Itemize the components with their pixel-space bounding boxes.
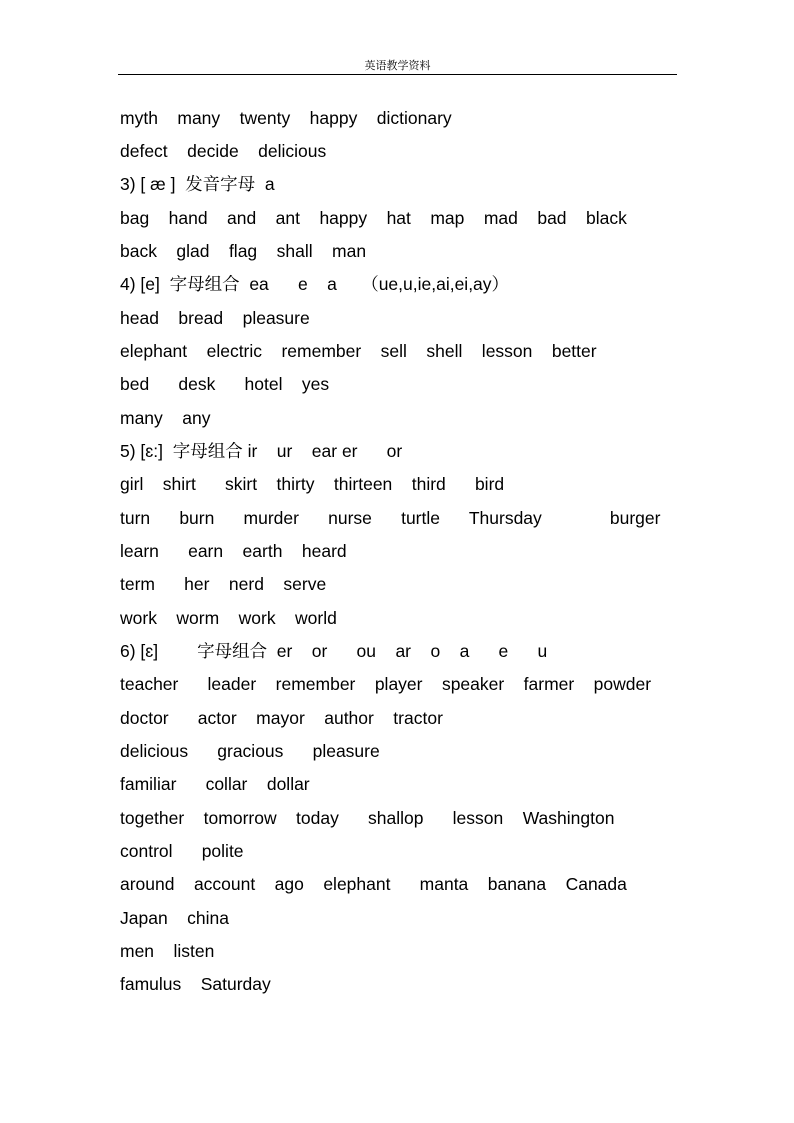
section-heading-er-short: 6) [ɛ] 字母组合 er or ou ar o a e u <box>120 641 548 661</box>
text-line: head bread pleasure <box>120 308 310 328</box>
text-line: many any <box>120 408 211 428</box>
text-line: work worm work world <box>120 608 337 628</box>
text-line: elephant electric remember sell shell lesson better <box>120 341 597 361</box>
header-title: 英语教学资料 <box>364 59 431 72</box>
section-heading-e: 4) [e] 字母组合 ea e a （ue,u,ie,ai,ei,ay） <box>120 274 510 294</box>
text-line: defect decide delicious <box>120 141 327 161</box>
text-line: familiar collar dollar <box>120 774 310 794</box>
text-line: doctor actor mayor author tractor <box>120 708 443 728</box>
text-line: bed desk hotel yes <box>120 374 330 394</box>
section-heading-ae: 3) [ æ ] 发音字母 a <box>120 174 275 194</box>
text-line: turn burn murder nurse turtle Thursday burger <box>120 508 661 528</box>
text-line: girl shirt skirt thirty thirteen third bird <box>120 474 505 494</box>
text-line: back glad flag shall man <box>120 241 367 261</box>
text-line: famulus Saturday <box>120 974 271 994</box>
text-line: men listen <box>120 941 215 961</box>
text-line: delicious gracious pleasure <box>120 741 380 761</box>
text-line: together tomorrow today shallop lesson Washington <box>120 808 615 828</box>
text-line: term her nerd serve <box>120 574 327 594</box>
text-line: Japan china <box>120 908 229 928</box>
section-heading-er-long: 5) [ɛ:] 字母组合 ir ur ear er or <box>120 441 403 461</box>
text-line: around account ago elephant manta banana Canada <box>120 874 627 894</box>
text-line: learn earn earth heard <box>120 541 347 561</box>
text-line: myth many twenty happy dictionary <box>120 108 452 128</box>
text-line: control polite <box>120 841 244 861</box>
text-line: teacher leader remember player speaker farmer powder <box>120 674 652 694</box>
page-header <box>118 56 677 75</box>
text-line: bag hand and ant happy hat map mad bad black <box>120 208 627 228</box>
